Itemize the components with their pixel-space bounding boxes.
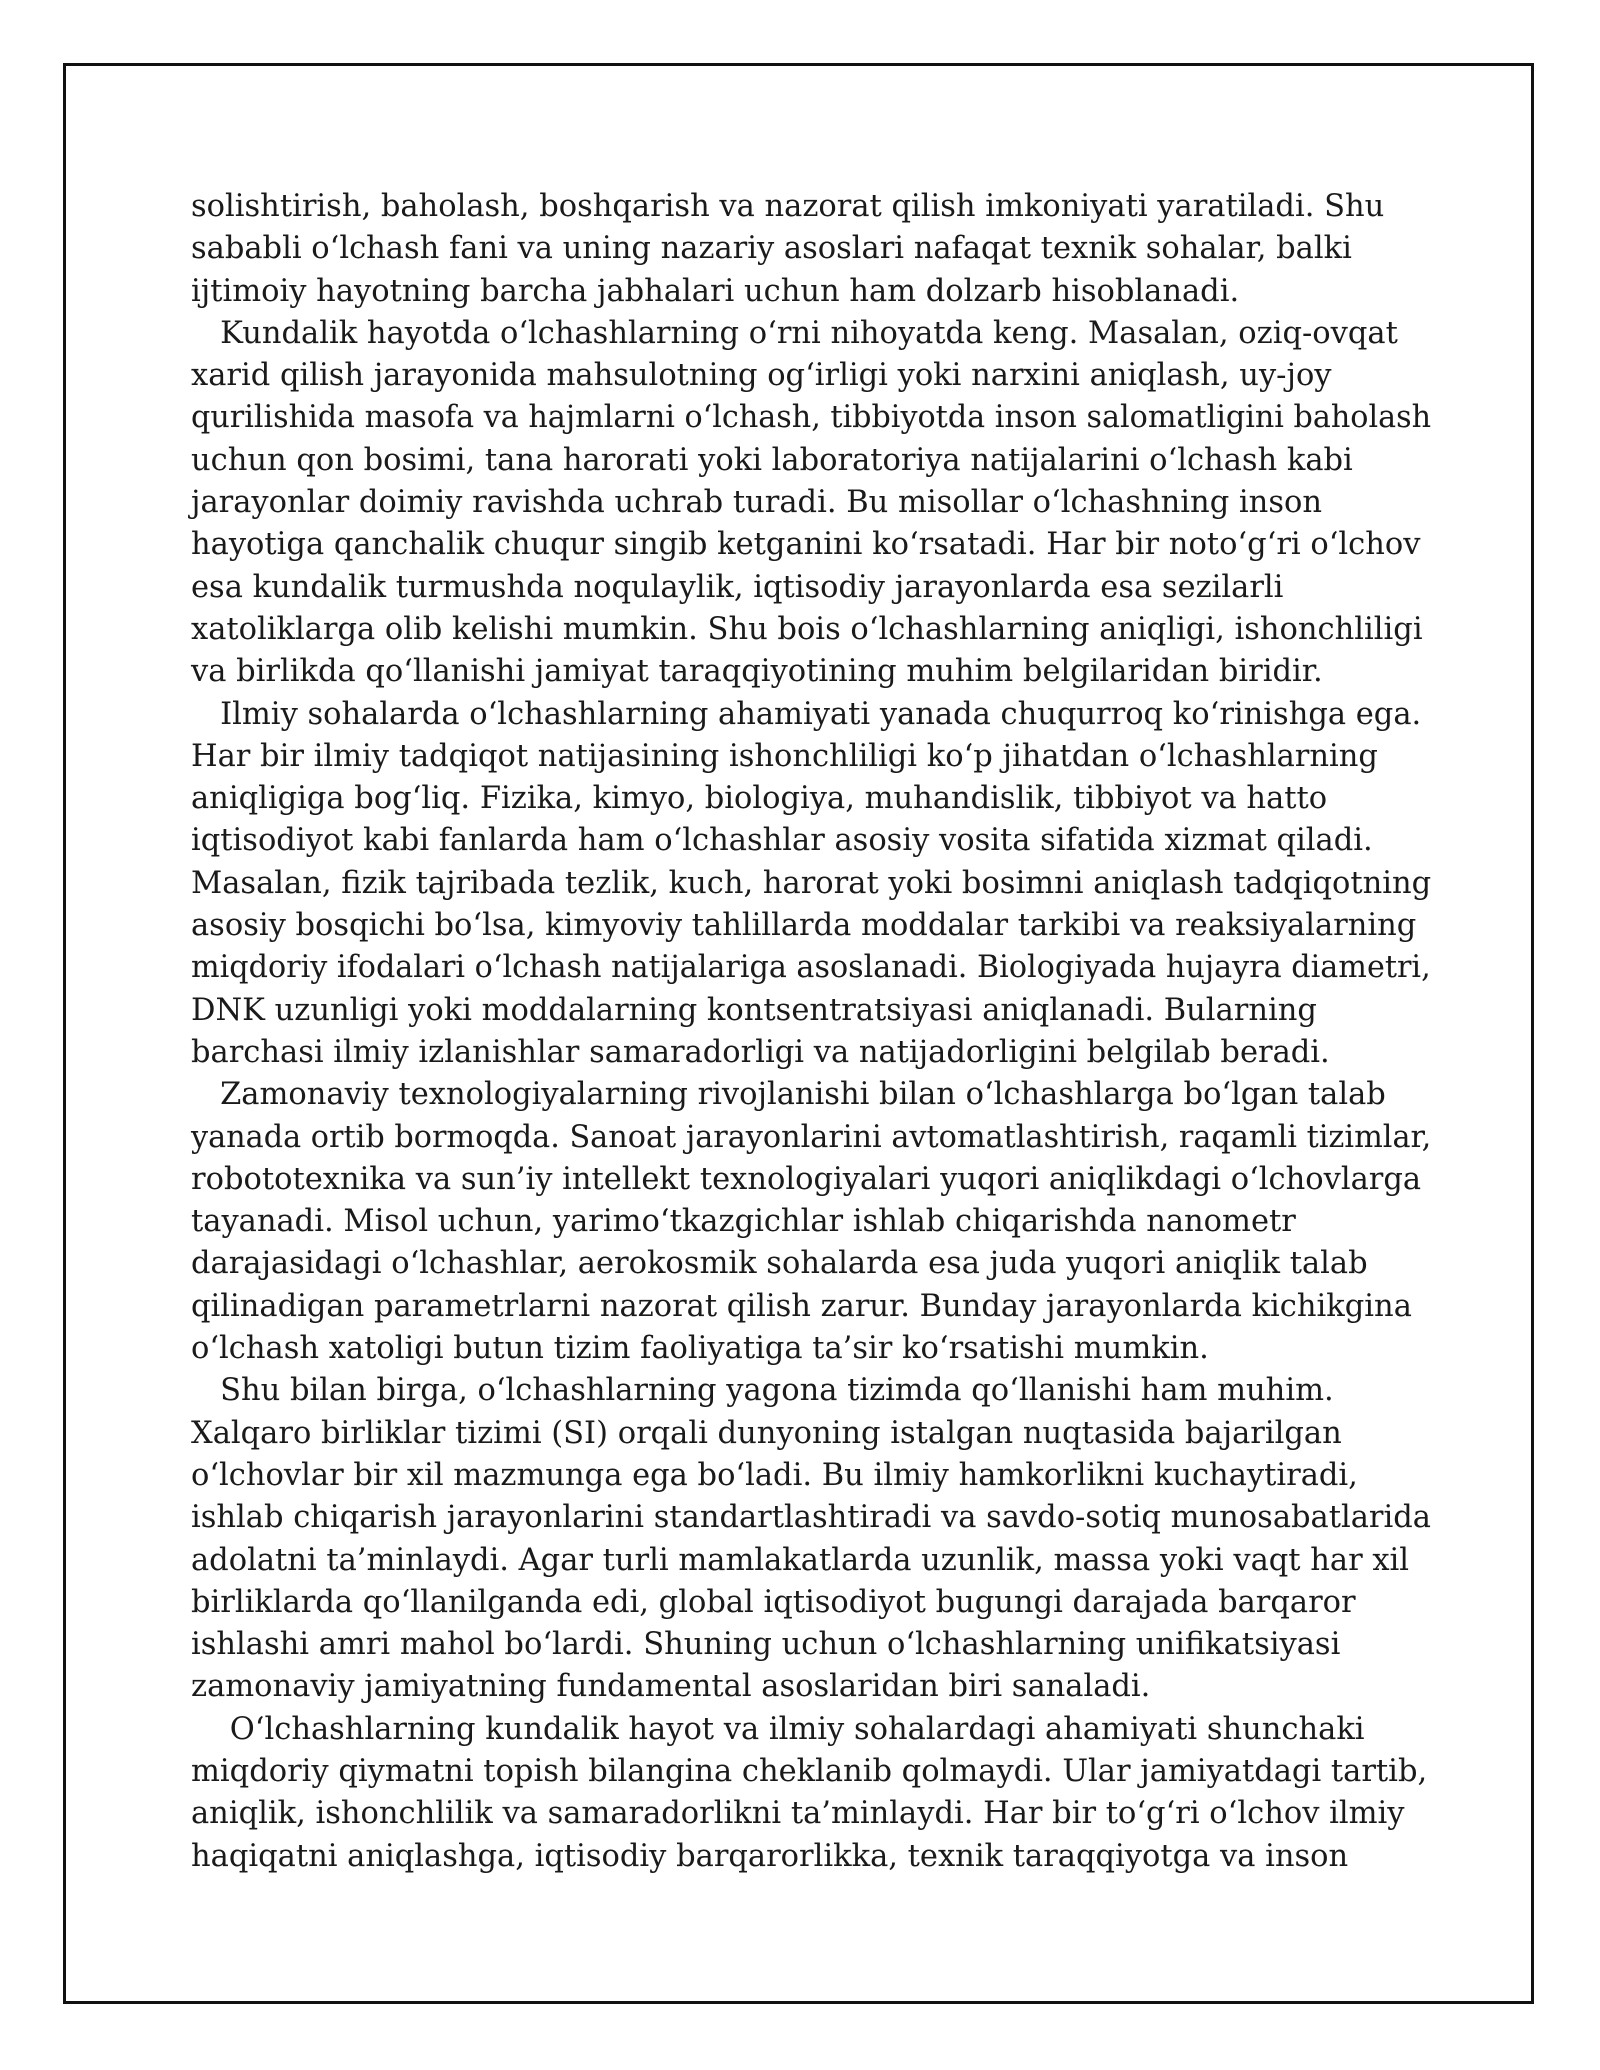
text-line: tayanadi. Misol uchun, yarimoʻtkazgichlar ishlab chiqarishda nanometr [191, 1204, 1296, 1240]
text-line: jarayonlar doimiy ravishda uchrab turadi. Bu misollar oʻlchashning inson [191, 485, 1322, 521]
text-line: birliklarda qoʻllanilganda edi, global iqtisodiyot bugungi darajada barqaror [191, 1584, 1356, 1620]
text-line: haqiqatni aniqlashga, iqtisodiy barqarorlikka, texnik taraqqiyotga va inson [191, 1838, 1349, 1874]
text-line: esa kundalik turmushda noqulaylik, iqtisodiy jarayonlarda esa sezilarli [191, 569, 1284, 605]
text-line: Masalan, fizik tajribada tezlik, kuch, harorat yoki bosimni aniqlash tadqiqotning [191, 865, 1432, 901]
text-line: Oʻlchashlarning kundalik hayot va ilmiy sohalardagi ahamiyati shunchaki [191, 1711, 1365, 1747]
text-line: yanada ortib bormoqda. Sanoat jarayonlarini avtomatlashtirish, raqamli tizimlar, [191, 1119, 1432, 1155]
text-line: adolatni ta’minlaydi. Agar turli mamlakatlarda uzunlik, massa yoki vaqt har xil [191, 1542, 1410, 1578]
text-line: qurilishida masofa va hajmlarni oʻlchash, tibbiyotda inson salomatligini baholash [191, 400, 1432, 436]
text-line: uchun qon bosimi, tana harorati yoki laboratoriya natijalarini oʻlchash kabi [191, 442, 1353, 478]
text-line: solishtirish, baholash, boshqarish va nazorat qilish imkoniyati yaratiladi. Shu [191, 189, 1385, 224]
text-line: miqdoriy ifodalari oʻlchash natijalariga asoslanadi. Biologiyada hujayra diametri, [191, 950, 1431, 986]
text-line: ijtimoiy hayotning barcha jabhalari uchun ham dolzarb hisoblanadi. [191, 273, 1240, 309]
text-line: robototexnika va sun’iy intellekt texnologiyalari yuqori aniqlikdagi oʻlchovlarga [191, 1161, 1422, 1197]
text-line: zamonaviy jamiyatning fundamental asoslaridan biri sanaladi. [191, 1669, 1151, 1705]
text-line: Xalqaro birliklar tizimi (SI) orqali dunyoning istalgan nuqtasida bajarilgan [191, 1415, 1342, 1451]
text-line: iqtisodiyot kabi fanlarda ham oʻlchashlar asosiy vosita sifatida xizmat qiladi. [191, 823, 1373, 859]
text-line: qilinadigan parametrlarni nazorat qilish zarur. Bunday jarayonlarda kichikgina [191, 1288, 1412, 1324]
text-line: ishlab chiqarish jarayonlarini standartlashtiradi va savdo-sotiq munosabatlarida [191, 1500, 1431, 1536]
text-line: oʻlchovlar bir xil mazmunga ega boʻladi. Bu ilmiy hamkorlikni kuchaytiradi, [191, 1457, 1358, 1493]
document-body-text [191, 186, 1431, 1878]
text-line: va birlikda qoʻllanishi jamiyat taraqqiyotining muhim belgilaridan biridir. [191, 654, 1323, 690]
text-line: barchasi ilmiy izlanishlar samaradorligi va natijadorligini belgilab beradi. [191, 1034, 1330, 1070]
text-line: Ilmiy sohalarda oʻlchashlarning ahamiyati yanada chuqurroq koʻrinishga ega. [191, 696, 1422, 732]
text-line: Shu bilan birga, oʻlchashlarning yagona tizimda qoʻllanishi ham muhim. [191, 1373, 1334, 1409]
text-line: ishlashi amri mahol boʻlardi. Shuning uchun oʻlchashlarning unifikatsiyasi [191, 1627, 1341, 1663]
text-line: hayotiga qanchalik chuqur singib ketganini koʻrsatadi. Har bir notoʻgʻri oʻlchov [191, 527, 1421, 563]
text-line: aniqlik, ishonchlilik va samaradorlikni ta’minlaydi. Har bir toʻgʻri oʻlchov ilmiy [191, 1796, 1405, 1832]
text-line: asosiy bosqichi boʻlsa, kimyoviy tahlillarda moddalar tarkibi va reaksiyalarning [191, 908, 1417, 944]
text-line: aniqligiga bogʻliq. Fizika, kimyo, biologiya, muhandislik, tibbiyot va hatto [191, 781, 1328, 817]
text-line: Kundalik hayotda oʻlchashlarning oʻrni nihoyatda keng. Masalan, oziq-ovqat [191, 315, 1398, 351]
text-line: DNK uzunligi yoki moddalarning kontsentratsiyasi aniqlanadi. Bularning [191, 992, 1317, 1028]
text-line: Zamonaviy texnologiyalarning rivojlanishi bilan oʻlchashlarga boʻlgan talab [191, 1077, 1386, 1113]
text-line: sababli oʻlchash fani va uning nazariy asoslari nafaqat texnik sohalar, balki [191, 231, 1352, 267]
text-line: Har bir ilmiy tadqiqot natijasining ishonchliligi koʻp jihatdan oʻlchashlarning [191, 738, 1378, 774]
text-line: darajasidagi oʻlchashlar, aerokosmik sohalarda esa juda yuqori aniqlik talab [191, 1246, 1368, 1282]
text-line: xatoliklarga olib kelishi mumkin. Shu bois oʻlchashlarning aniqligi, ishonchliligi [191, 611, 1423, 647]
text-line: oʻlchash xatoligi butun tizim faoliyatiga ta’sir koʻrsatishi mumkin. [191, 1331, 1209, 1367]
text-line: xarid qilish jarayonida mahsulotning ogʻirligi yoki narxini aniqlash, uy-joy [191, 358, 1332, 394]
text-line: miqdoriy qiymatni topish bilangina cheklanib qolmaydi. Ular jamiyatdagi tartib, [191, 1753, 1428, 1789]
